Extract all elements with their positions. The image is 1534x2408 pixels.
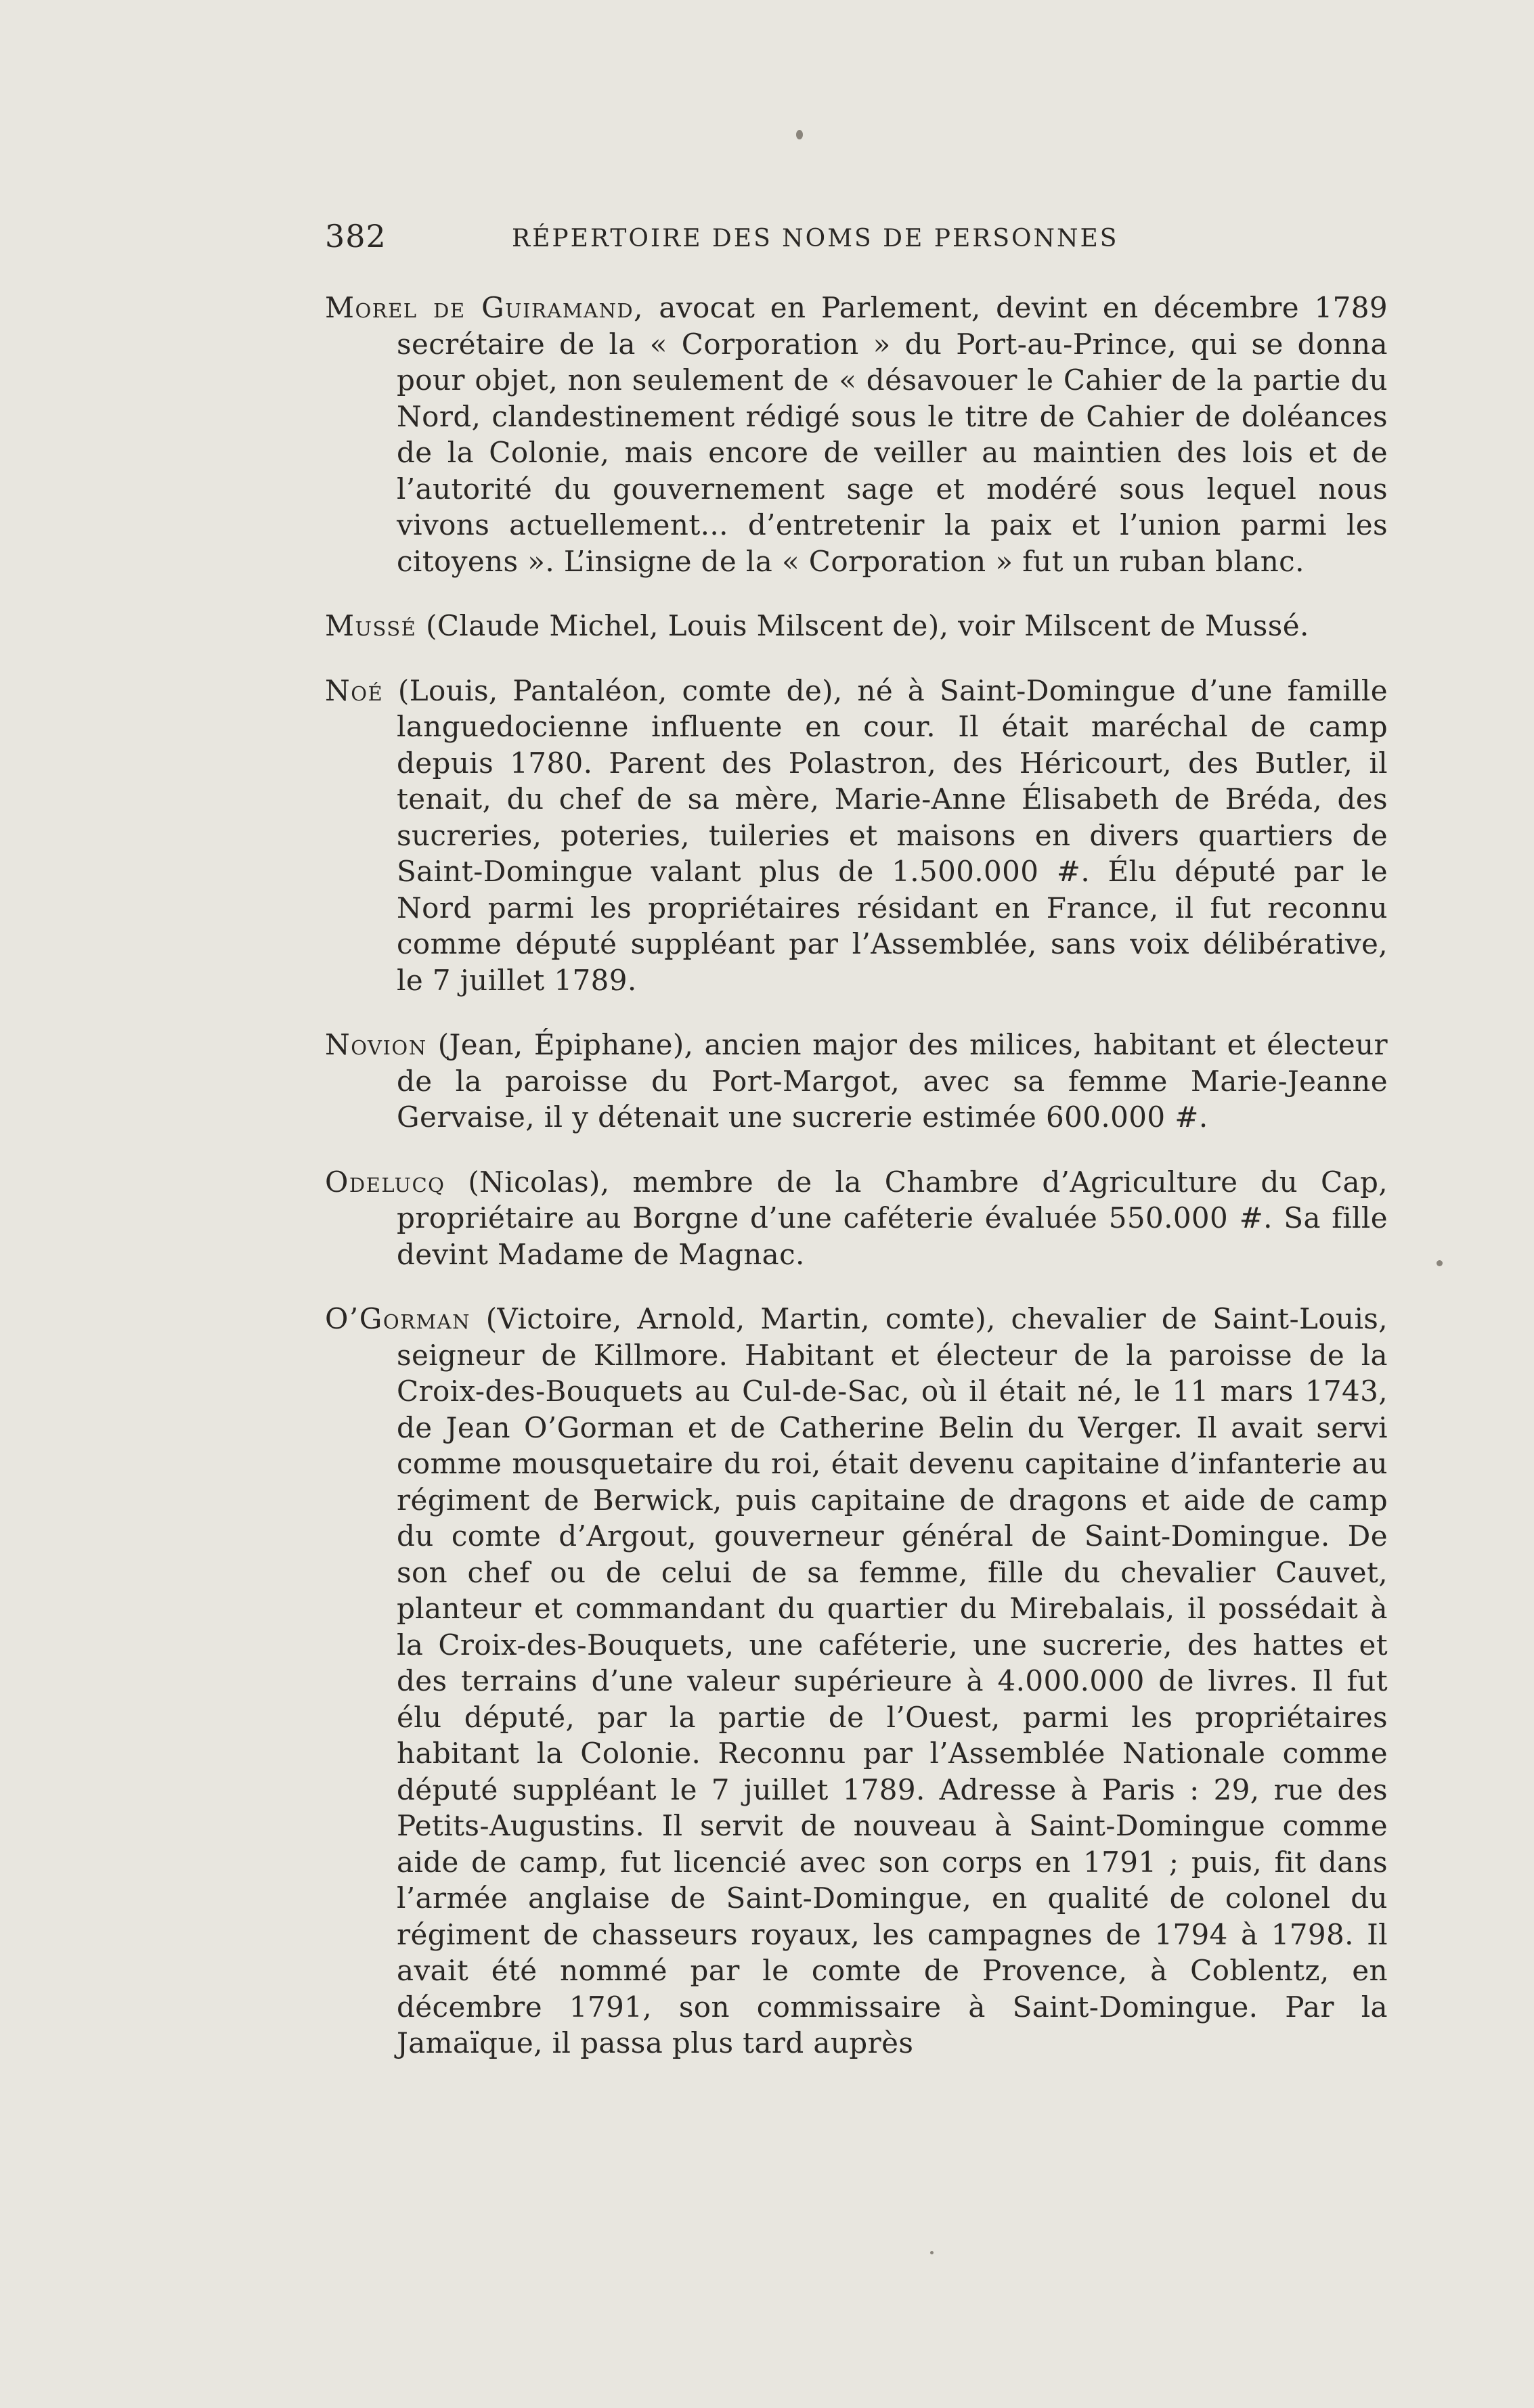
entry-text: (Jean, Épiphane), ancien major des milices, habitant et électeur de la paroisse du Port-Margot, avec sa femme Marie-Jeanne Gervaise, il y détenait une sucrerie estimée 600.000 #.: [397, 1028, 1388, 1134]
running-title: RÉPERTOIRE DES NOMS DE PERSONNES: [512, 225, 1119, 252]
page-header: [325, 218, 1232, 259]
entry-noe: [325, 673, 1388, 999]
entry-musse: [325, 608, 1388, 644]
entry-name: Morel de Guiramand,: [325, 291, 644, 324]
entry-name: Odelucq: [325, 1165, 445, 1199]
entry-name: Mussé: [325, 609, 417, 642]
entry-text: (Claude Michel, Louis Milscent de), voir Milscent de Mussé.: [416, 609, 1309, 642]
ink-speck: [1437, 1260, 1443, 1266]
entry-name: Novion: [325, 1028, 427, 1061]
entry-text: (Nicolas), membre de la Chambre d’Agriculture du Cap, propriétaire au Borgne d’une caféterie évaluée 550.000 #. Sa fille devint Madame de Magnac.: [397, 1165, 1388, 1271]
entry-odelucq: [325, 1164, 1388, 1273]
entry-text: (Victoire, Arnold, Martin, comte), chevalier de Saint-Louis, seigneur de Killmore. Habitant et électeur de la paroisse de la Croix-des-Bouquets au Cul-de-Sac, où il était né, le 11 mars 1743, de Jean O’Gorman et de Catherine Belin du Verger. Il avait servi comme mousquetaire du roi, était devenu capitaine d’infanterie au régiment de Berwick, puis capitaine de dragons et aide de camp du comte d’Argout, gouverneur général de Saint-Domingue. De son chef ou de celui de sa femme, fille du chevalier Cauvet, planteur et commandant du quartier du Mirebalais, il possédait à la Croix-des-Bouquets, une caféterie, une sucrerie, des hattes et des terrains d’une valeur supérieure à 4.000.000 de livres. Il fut élu député, par la partie de l’Ouest, parmi les propriétaires habitant la Colonie. Reconnu par l’Assemblée Nationale comme député suppléant le 7 juillet 1789. Adresse à Paris : 29, rue des Petits-Augustins. Il servit de nouveau à Saint-Domingue comme aide de camp, fut licencié avec son corps en 1791 ; puis, fit dans l’armée anglaise de Saint-Domingue, en qualité de colonel du régiment de chasseurs royaux, les campagnes de 1794 à 1798. Il avait été nommé par le comte de Provence, à Coblentz, en décembre 1791, son commissaire à Saint-Domingue. Par la Jamaïque, il passa plus tard auprès: [397, 1302, 1388, 2059]
ink-speck: [930, 2251, 934, 2254]
entry-text: (Louis, Pantaléon, comte de), né à Saint-Domingue d’une famille languedocienne influente en cour. Il était maréchal de camp depuis 1780. Parent des Polastron, des Héricourt, des Butler, il tenait, du chef de sa mère, Marie-Anne Élisabeth de Bréda, des sucreries, poteries, tuileries et maisons en divers quartiers de Saint-Domingue valant plus de 1.500.000 #. Élu député par le Nord parmi les propriétaires résidant en France, il fut reconnu comme député suppléant par l’Assemblée, sans voix délibérative, le 7 juillet 1789.: [383, 673, 1388, 997]
entry-name: O’Gorman: [325, 1302, 470, 1335]
entry-list: [325, 290, 1388, 2071]
page-number: 382: [325, 218, 387, 254]
ink-speck: [796, 130, 803, 139]
entry-text: avocat en Parlement, devint en décembre 1789 secrétaire de la « Corporation » du Port-au-Prince, qui se donna pour objet, non seulement de « désavouer le Cahier de la partie du Nord, clandestinement rédigé sous le titre de Cahier de doléances de la Colonie, mais encore de veiller au maintien des lois et de l’autorité du gouvernement sage et modéré sous lequel nous vivons actuellement... d’entretenir la paix et l’union parmi les citoyens ». L’insigne de la « Corporation » fut un ruban blanc.: [397, 291, 1388, 578]
entry-morel-de-guiramand: [325, 290, 1388, 579]
entry-novion: [325, 1027, 1388, 1136]
entry-name: Noé: [325, 673, 384, 707]
entry-o-gorman: [325, 1301, 1388, 2061]
